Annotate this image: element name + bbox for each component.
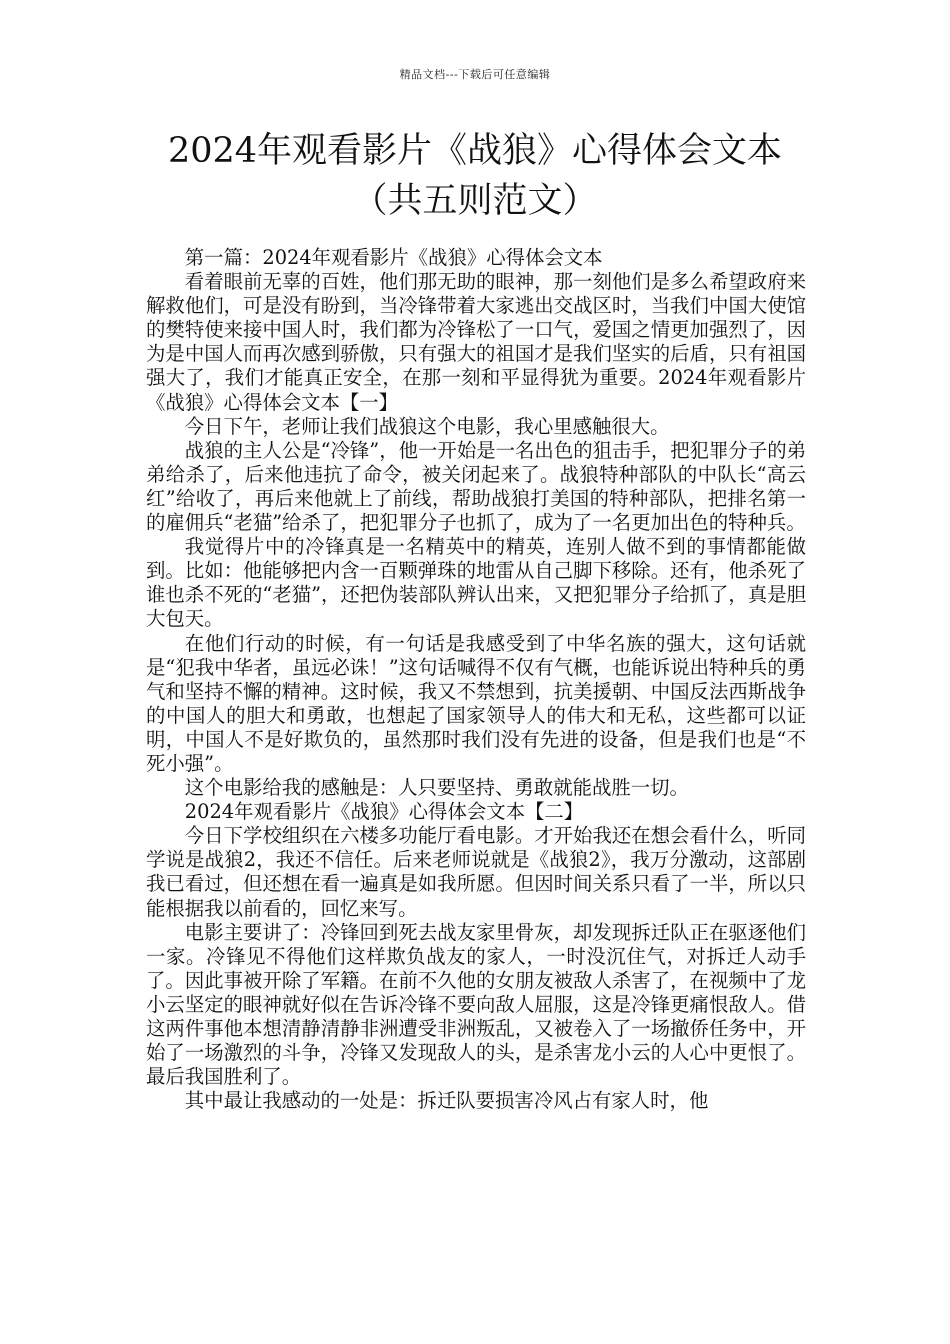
section-heading: 第一篇：2024年观看影片《战狼》心得体会文本 [184,246,603,269]
section-heading: 2024年观看影片《战狼》心得体会文本【二】 [184,800,584,824]
document-title [0,126,950,226]
body-paragraph: 今日下学校组织在六楼多功能厅看电影。才开始我还在想会看什么，听同学说是战狼2，我还不信任。后来老师说就是《战狼2》，我万分激动，这部剧我已看过，但还想在看一遍真是如我所愿。但因时间关系只看了一半，所以只能根据我以前看的，回忆来写。 [146,824,806,920]
body-paragraph: 在他们行动的时候，有一句话是我感受到了中华名族的强大，这句话就是“犯我中华者，虽远必诛！”这句话喊得不仅有气概，也能诉说出特种兵的勇气和坚持不懈的精神。这时候，我又不禁想到，抗美援朝、中国反法西斯战争的中国人的胆大和勇敢，也想起了国家领导人的伟大和无私，这些都可以证明，中国人不是好欺负的，虽然那时我们没有先进的设备，但是我们也是“不死小强”。 [146,631,806,775]
body-paragraph: 这个电影给我的感触是：人只要坚持、勇敢就能战胜一切。 [184,776,689,800]
body-paragraph: 电影主要讲了：冷锋回到死去战友家里骨灰，却发现拆迁队正在驱逐他们一家。冷锋见不得他们这样欺负战友的家人，一时没沉住气，对拆迁人动手了。因此事被开除了军籍。在前不久他的女朋友被敌人杀害了，在视频中了龙小云坚定的眼神就好似在告诉冷锋不要向敌人屈服，这是冷锋更痛恨敌人。借这两件事他本想清静清静非洲遭受非洲叛乱，又被卷入了一场撤侨任务中，开始了一场激烈的斗争，冷锋又发现敌人的头，是杀害龙小云的人心中更恨了。最后我国胜利了。 [146,920,806,1089]
body-paragraph: 今日下午，老师让我们战狼这个电影，我心里感触很大。 [184,414,670,438]
document-body [146,246,806,1113]
body-paragraph: 我觉得片中的冷锋真是一名精英中的精英，连别人做不到的事情都能做到。比如：他能够把内含一百颗弹珠的地雷从自己脚下移除。还有，他杀死了谁也杀不死的“老猫”，还把伪装部队辨认出来，又把犯罪分子给抓了，真是胆大包天。 [146,535,806,631]
document-title-line-1: 2024年观看影片《战狼》心得体会文本 [167,131,783,171]
body-paragraph: 看着眼前无辜的百姓，他们那无助的眼神，那一刻他们是多么希望政府来解救他们，可是没有盼到，当冷锋带着大家逃出交战区时，当我们中国大使馆的樊特使来接中国人时，我们都为冷锋松了一口气，爱国之情更加强烈了，因为是中国人而再次感到骄傲，只有强大的祖国才是我们坚实的后盾，只有祖国强大了，我们才能真正安全，在那一刻和平显得犹为重要。2024年观看影片《战狼》心得体会文本【一】 [146,270,806,414]
body-paragraph: 战狼的主人公是“冷锋”，他一开始是一名出色的狙击手，把犯罪分子的弟弟给杀了，后来他违抗了命令，被关闭起来了。战狼特种部队的中队长“高云红”给收了，再后来他就上了前线，帮助战狼打美国的特种部队，把排名第一的雇佣兵“老猫”给杀了，把犯罪分子也抓了，成为了一名更加出色的特种兵。 [146,438,806,535]
document-title-line-2: （共五则范文） [352,181,598,221]
header-note: 精品文档---下载后可任意编辑 [399,68,551,81]
body-paragraph: 其中最让我感动的一处是：拆迁队要损害冷风占有家人时，他 [184,1089,709,1113]
